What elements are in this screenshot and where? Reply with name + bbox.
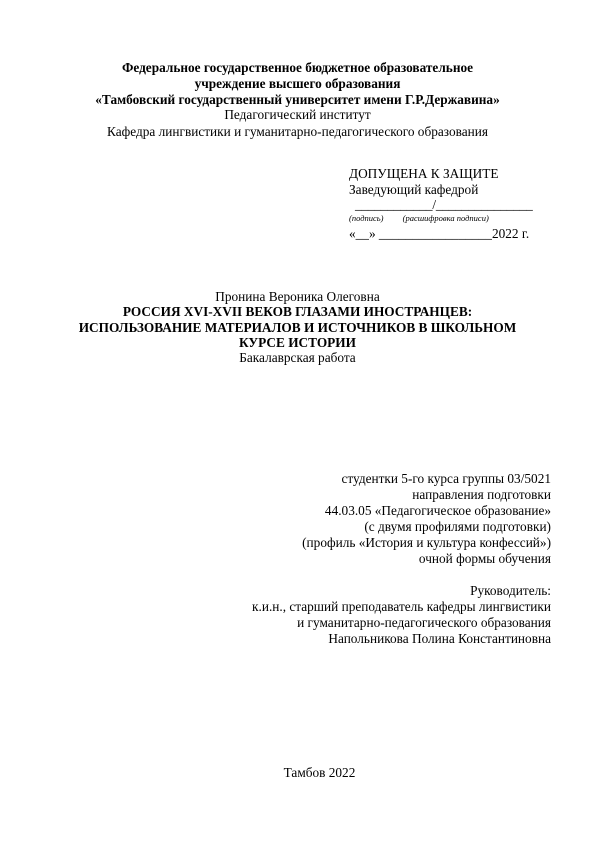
student-profiles-note: (с двумя профилями подготовки) xyxy=(364,519,551,534)
city-year: Тамбов 2022 xyxy=(283,765,356,780)
student-direction-code: 44.03.05 «Педагогическое образование» xyxy=(324,503,551,518)
department-name: Кафедра лингвистики и гуманитарно-педагогического образования xyxy=(107,124,488,139)
approval-position: Заведующий кафедрой xyxy=(349,182,479,197)
work-title-line-1: РОССИЯ XVI-XVII ВЕКОВ ГЛАЗАМИ ИНОСТРАНЦЕВ: xyxy=(122,304,473,319)
supervisor-label: Руководитель: xyxy=(470,583,551,598)
student-direction-label: направления подготовки xyxy=(412,487,551,502)
supervisor-degree: к.и.н., старший преподаватель кафедры лингвистики xyxy=(252,599,551,614)
institute-name: Педагогический институт xyxy=(224,107,371,122)
approval-signature-caption: (подпись) (расшифровка подписи) xyxy=(349,213,489,223)
supervisor-department: и гуманитарно-педагогического образования xyxy=(297,615,551,630)
work-title-line-3: КУРСЕ ИСТОРИИ xyxy=(238,335,356,350)
institution-line-2: учреждение высшего образования xyxy=(194,76,401,91)
student-group: студентки 5-го курса группы 03/5021 xyxy=(341,471,551,486)
student-profile: (профиль «История и культура конфессий») xyxy=(302,535,551,550)
approval-date-line: «__» _________________2022 г. xyxy=(349,226,530,241)
supervisor-name: Напольникова Полина Константиновна xyxy=(328,631,551,646)
work-type: Бакалаврская работа xyxy=(239,350,356,365)
approval-signature-line: ____________/_______________ xyxy=(355,197,533,212)
student-study-form: очной формы обучения xyxy=(418,551,551,566)
work-title-line-2: ИСПОЛЬЗОВАНИЕ МАТЕРИАЛОВ И ИСТОЧНИКОВ В ШКОЛЬНОМ xyxy=(78,320,517,335)
university-name: «Тамбовский государственный университет имени Г.Р.Державина» xyxy=(95,92,500,107)
author-name: Пронина Вероника Олеговна xyxy=(215,289,380,304)
institution-line-1: Федеральное государственное бюджетное образовательное xyxy=(121,60,474,75)
approval-title: ДОПУЩЕНА К ЗАЩИТЕ xyxy=(349,166,499,181)
